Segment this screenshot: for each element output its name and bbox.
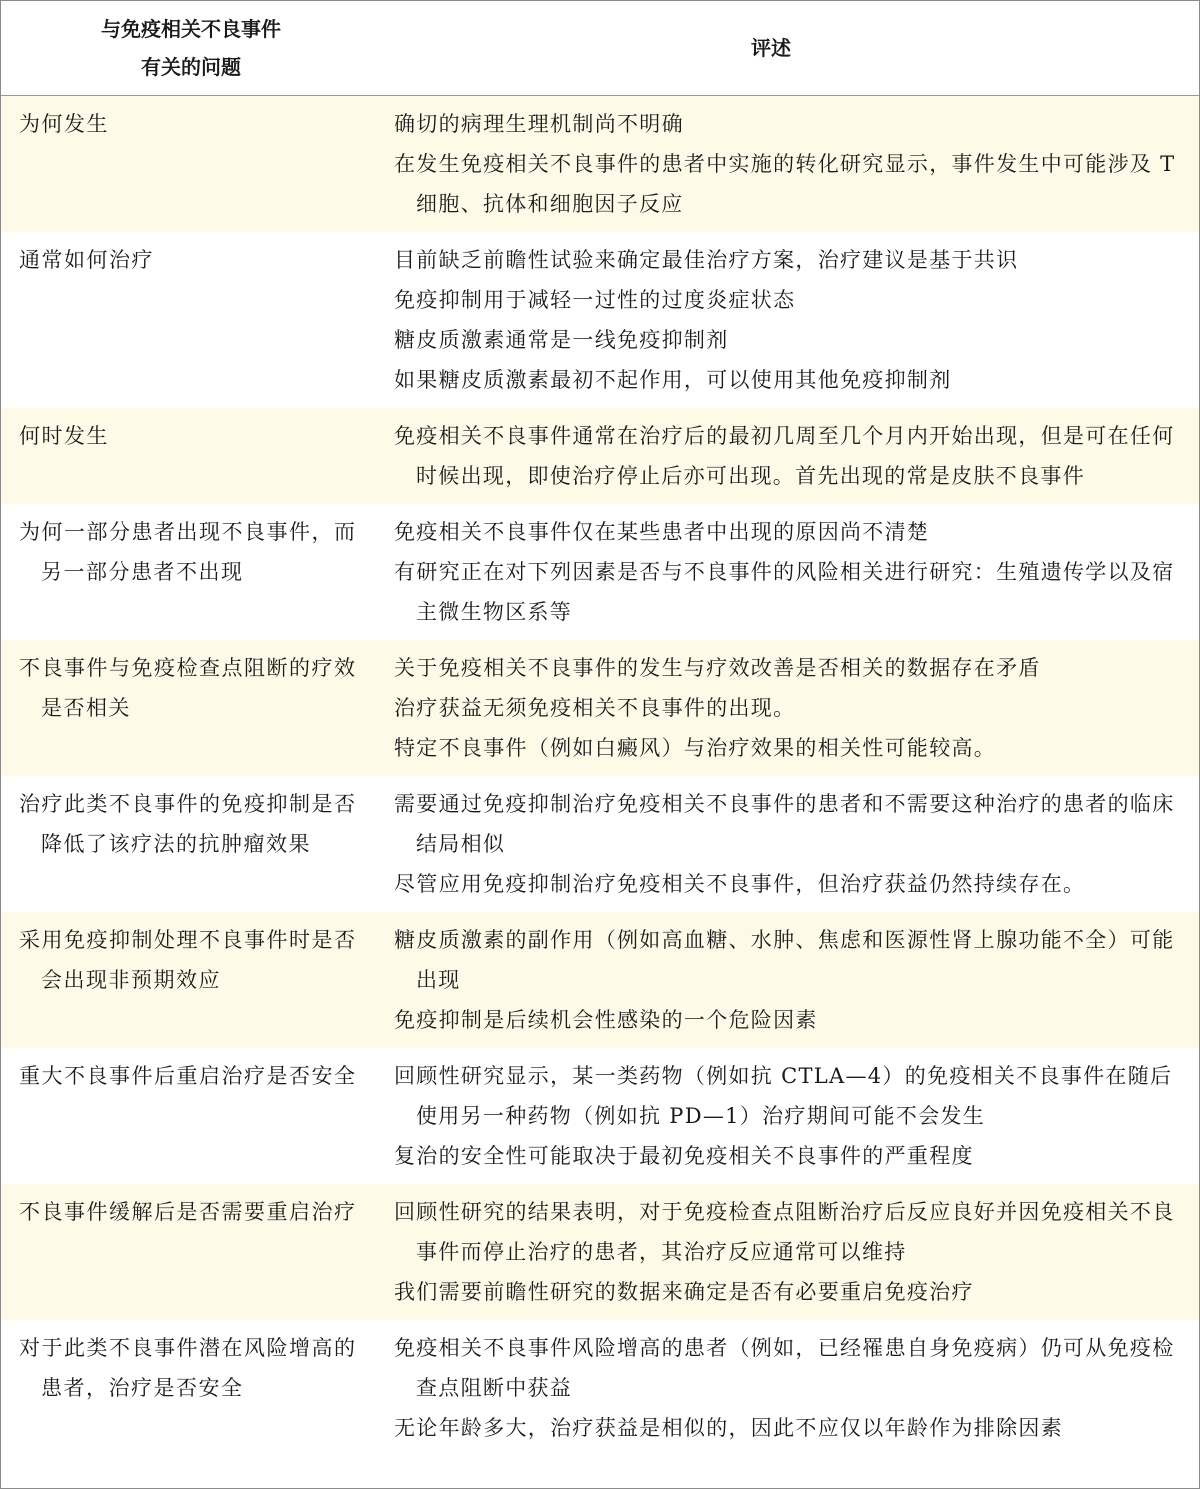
question-cell <box>1 1320 381 1456</box>
comment-cell <box>381 1048 1199 1184</box>
question-text: 为何发生 <box>19 112 109 136</box>
question-cell <box>1 1048 381 1184</box>
comment-paragraph: 关于免疫相关不良事件的发生与疗效改善是否相关的数据存在矛盾 <box>394 656 1041 680</box>
question-text: 何时发生 <box>19 424 109 448</box>
question-cell <box>1 912 381 1048</box>
question-text: 为何一部分患者出现不良事件，而另一部分患者不出现 <box>19 520 357 584</box>
column-header-question <box>1 1 381 96</box>
comment-paragraph: 糖皮质激素通常是一线免疫抑制剂 <box>394 328 729 352</box>
comment-cell <box>381 504 1199 640</box>
comment-paragraph: 免疫相关不良事件风险增高的患者（例如，已经罹患自身免疫病）仍可从免疫检查点阻断中获益 <box>394 1336 1175 1400</box>
question-text: 对于此类不良事件潜在风险增高的患者，治疗是否安全 <box>19 1336 357 1400</box>
comment-paragraph: 有研究正在对下列因素是否与不良事件的风险相关进行研究：生殖遗传学以及宿主微生物区系等 <box>394 560 1175 624</box>
question-text: 不良事件缓解后是否需要重启治疗 <box>19 1200 357 1224</box>
comment-paragraph: 在发生免疫相关不良事件的患者中实施的转化研究显示，事件发生中可能涉及 T 细胞、抗体和细胞因子反应 <box>394 152 1176 216</box>
column-header-question-line1: 与免疫相关不良事件 <box>101 17 281 41</box>
question-cell <box>1 232 381 408</box>
column-header-question-line2: 有关的问题 <box>141 55 241 79</box>
comment-cell <box>381 96 1199 233</box>
comment-cell <box>381 912 1199 1048</box>
table-row <box>1 912 1199 1048</box>
table-row <box>1 1320 1199 1456</box>
table-row <box>1 1184 1199 1320</box>
comment-paragraph: 免疫抑制用于减轻一过性的过度炎症状态 <box>394 288 796 312</box>
comment-paragraph: 目前缺乏前瞻性试验来确定最佳治疗方案，治疗建议是基于共识 <box>394 248 1019 272</box>
comment-paragraph: 治疗获益无须免疫相关不良事件的出现。 <box>394 696 796 720</box>
comment-paragraph: 免疫相关不良事件仅在某些患者中出现的原因尚不清楚 <box>394 520 930 544</box>
question-cell <box>1 776 381 912</box>
table-row <box>1 408 1199 504</box>
comment-paragraph: 如果糖皮质激素最初不起作用，可以使用其他免疫抑制剂 <box>394 368 952 392</box>
comment-paragraph: 免疫抑制是后续机会性感染的一个危险因素 <box>394 1008 818 1032</box>
comment-cell <box>381 1184 1199 1320</box>
table-row <box>1 504 1199 640</box>
comment-paragraph: 尽管应用免疫抑制治疗免疫相关不良事件，但治疗获益仍然持续存在。 <box>394 872 1086 896</box>
comment-paragraph: 我们需要前瞻性研究的数据来确定是否有必要重启免疫治疗 <box>394 1280 974 1304</box>
table-header-row <box>1 1 1199 96</box>
question-cell <box>1 504 381 640</box>
comment-cell <box>381 232 1199 408</box>
question-cell <box>1 640 381 776</box>
question-text: 采用免疫抑制处理不良事件时是否会出现非预期效应 <box>19 928 357 992</box>
comment-cell <box>381 1320 1199 1456</box>
table-row <box>1 640 1199 776</box>
table-row <box>1 96 1199 233</box>
comment-cell <box>381 640 1199 776</box>
comment-paragraph: 需要通过免疫抑制治疗免疫相关不良事件的患者和不需要这种治疗的患者的临床结局相似 <box>394 792 1175 856</box>
comment-paragraph: 糖皮质激素的副作用（例如高血糖、水肿、焦虑和医源性肾上腺功能不全）可能出现 <box>394 928 1175 992</box>
irae-faq-table <box>1 1 1199 1456</box>
question-text: 通常如何治疗 <box>19 248 154 272</box>
question-cell <box>1 1184 381 1320</box>
question-cell <box>1 408 381 504</box>
comment-paragraph: 复治的安全性可能取决于最初免疫相关不良事件的严重程度 <box>394 1144 974 1168</box>
table-row <box>1 1048 1199 1184</box>
comment-cell <box>381 408 1199 504</box>
comment-cell <box>381 776 1199 912</box>
column-header-comment: 评述 <box>381 1 1199 96</box>
question-text: 治疗此类不良事件的免疫抑制是否降低了该疗法的抗肿瘤效果 <box>19 792 357 856</box>
comment-paragraph: 回顾性研究显示，某一类药物（例如抗 CTLA—4）的免疫相关不良事件在随后使用另一种药物（例如抗 PD—1）治疗期间可能不会发生 <box>394 1064 1173 1128</box>
comment-paragraph: 确切的病理生理机制尚不明确 <box>394 112 684 136</box>
comment-paragraph: 无论年龄多大，治疗获益是相似的，因此不应仅以年龄作为排除因素 <box>394 1416 1063 1440</box>
comment-paragraph: 回顾性研究的结果表明，对于免疫检查点阻断治疗后反应良好并因免疫相关不良事件而停止治疗的患者，其治疗反应通常可以维持 <box>394 1200 1175 1264</box>
question-text: 不良事件与免疫检查点阻断的疗效是否相关 <box>19 656 357 720</box>
table-row <box>1 232 1199 408</box>
question-cell <box>1 96 381 233</box>
table-row <box>1 776 1199 912</box>
comment-paragraph: 免疫相关不良事件通常在治疗后的最初几周至几个月内开始出现，但是可在任何时候出现，即使治疗停止后亦可出现。首先出现的常是皮肤不良事件 <box>394 424 1175 488</box>
comment-paragraph: 特定不良事件（例如白癜风）与治疗效果的相关性可能较高。 <box>394 736 997 760</box>
question-text: 重大不良事件后重启治疗是否安全 <box>19 1064 357 1088</box>
